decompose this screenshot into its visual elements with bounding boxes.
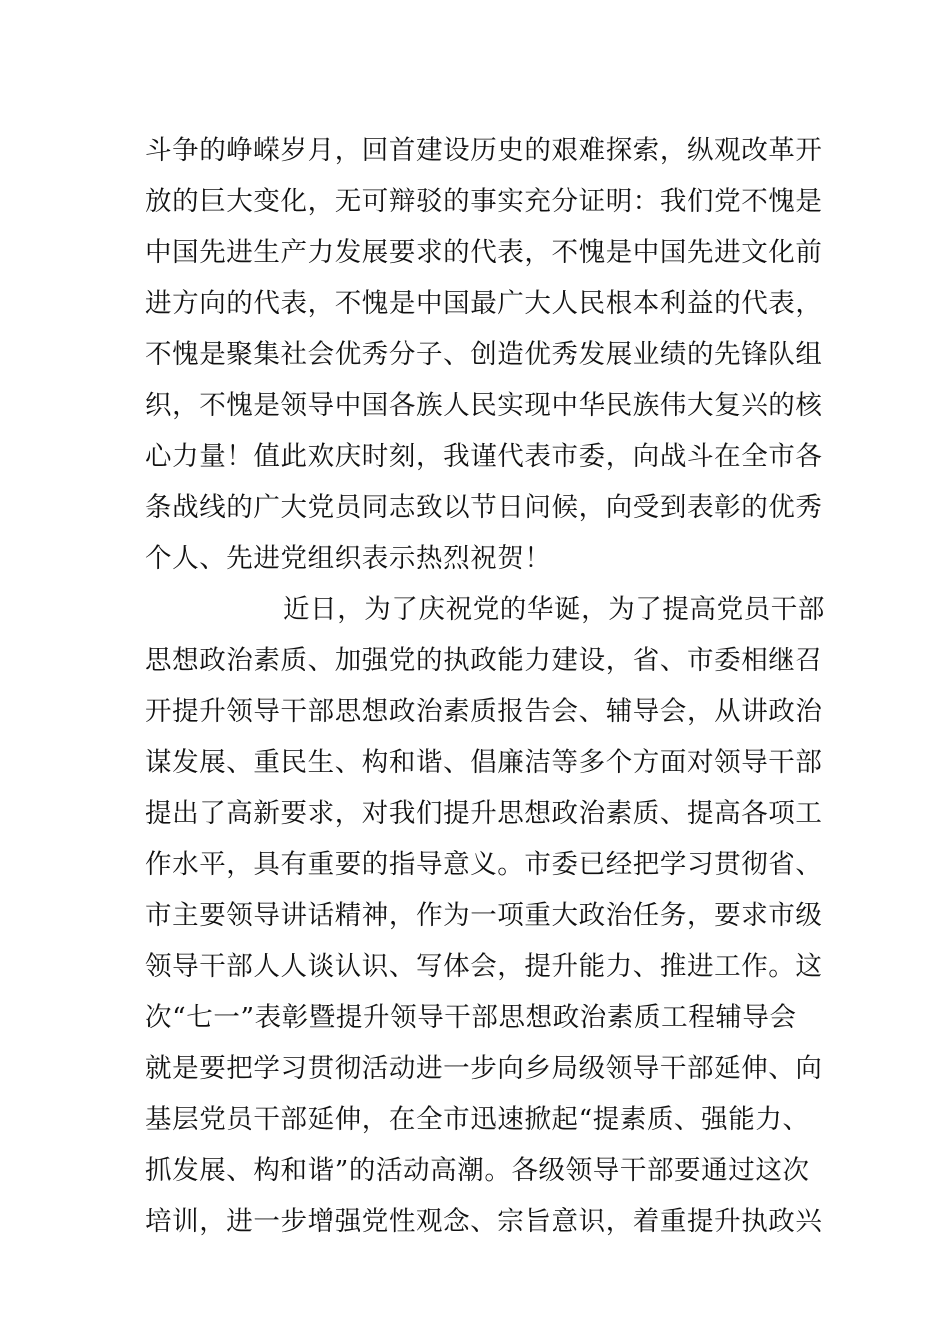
text-line: 基层党员干部延伸，在全市迅速掀起“提素质、强能力、 bbox=[145, 1104, 810, 1135]
text-line: 斗争的峥嵘岁月，回首建设历史的艰难探索，纵观改革开 bbox=[145, 135, 823, 166]
text-line: 作水平，具有重要的指导意义。市委已经把学习贯彻省、 bbox=[145, 849, 823, 880]
text-line: 思想政治素质、加强党的执政能力建设，省、市委相继召 bbox=[145, 645, 823, 676]
text-line: 心力量！值此欢庆时刻，我谨代表市委，向战斗在全市各 bbox=[145, 441, 823, 472]
text-line: 不愧是聚集社会优秀分子、创造优秀发展业绩的先锋队组 bbox=[145, 339, 823, 370]
text-line: 抓发展、构和谐”的活动高潮。各级领导干部要通过这次 bbox=[145, 1155, 810, 1186]
paragraph-start-line: 近日，为了庆祝党的华诞，为了提高党员干部 bbox=[283, 594, 825, 625]
body-text bbox=[145, 125, 825, 1247]
text-line: 谋发展、重民生、构和谐、倡廉洁等多个方面对领导干部 bbox=[145, 747, 823, 778]
text-line: 就是要把学习贯彻活动进一步向乡局级领导干部延伸、向 bbox=[145, 1053, 823, 1084]
text-line: 进方向的代表，不愧是中国最广大人民根本利益的代表， bbox=[145, 288, 823, 319]
text-line: 中国先进生产力发展要求的代表，不愧是中国先进文化前 bbox=[145, 237, 823, 268]
text-line: 次“七一”表彰暨提升领导干部思想政治素质工程辅导会 bbox=[145, 1002, 797, 1033]
text-line: 市主要领导讲话精神，作为一项重大政治任务，要求市级 bbox=[145, 900, 823, 931]
text-line: 条战线的广大党员同志致以节日问候，向受到表彰的优秀 bbox=[145, 492, 823, 523]
text-line: 培训，进一步增强党性观念、宗旨意识，着重提升执政兴 bbox=[145, 1206, 823, 1237]
text-line: 放的巨大变化，无可辩驳的事实充分证明：我们党不愧是 bbox=[145, 186, 823, 217]
text-line: 个人、先进党组织表示热烈祝贺！ bbox=[145, 543, 552, 574]
text-line: 领导干部人人谈认识、写体会，提升能力、推进工作。这 bbox=[145, 951, 823, 982]
text-line: 提出了高新要求，对我们提升思想政治素质、提高各项工 bbox=[145, 798, 823, 829]
text-line: 开提升领导干部思想政治素质报告会、辅导会，从讲政治 bbox=[145, 696, 823, 727]
text-line: 织，不愧是领导中国各族人民实现中华民族伟大复兴的核 bbox=[145, 390, 823, 421]
